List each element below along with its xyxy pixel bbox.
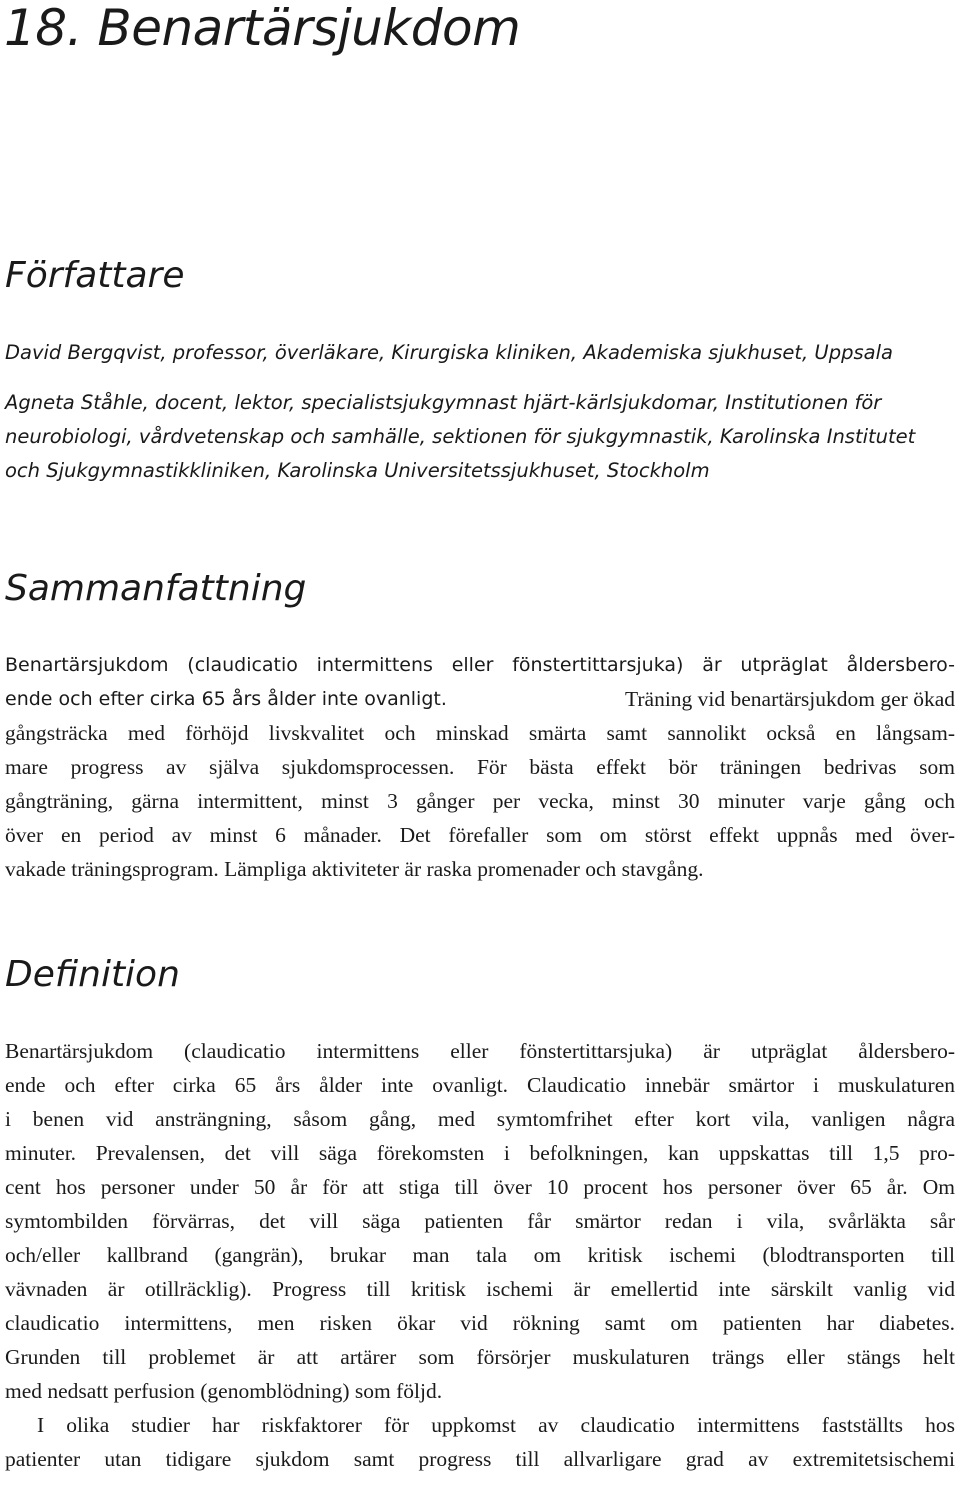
author-line: och Sjukgymnastikkliniken, Karolinska Universitetssjukhuset, Stockholm xyxy=(5,459,710,482)
definition-line: patienter utan tidigare sjukdom samt progress till allvarligare grad av extremitetsischemi xyxy=(5,1447,955,1471)
summary-mixed-line xyxy=(5,682,955,716)
definition-paragraph-1 xyxy=(5,1034,955,1408)
definition-line: cent hos personer under 50 år för att stiga till över 10 procent hos personer över 65 år. Om xyxy=(5,1175,955,1199)
summary-line: vakade träningsprogram. Lämpliga aktiviteter är raska promenader och stavgång. xyxy=(5,857,704,881)
author-line: neurobiologi, vårdvetenskap och samhälle, sektionen för sjukgymnastik, Karolinska Institutet xyxy=(5,425,916,448)
summary-line-sans-part: ende och efter cirka 65 års ålder inte ovanligt. xyxy=(5,688,447,710)
definition-line: symtombilden förvärras, det vill säga patienten får smärtor redan i vila, svårläkta sår xyxy=(5,1209,955,1233)
definition-line: I olika studier har riskfaktorer för uppkomst av claudicatio intermittens fastställts hos xyxy=(37,1413,955,1437)
chapter-title: 18. Benartärsjukdom xyxy=(4,0,521,57)
summary-heading: Sammanfattning xyxy=(5,568,307,609)
summary-line: över en period av minst 6 månader. Det förefaller som om störst effekt uppnås med över- xyxy=(5,823,955,847)
summary-line: mare progress av själva sjukdomsprocessen. För bästa effekt bör träningen bedrivas som xyxy=(5,755,955,779)
summary-line: gångsträcka med förhöjd livskvalitet och minskad smärta samt sannolikt också en långsam- xyxy=(5,721,955,745)
summary-sans-block xyxy=(5,648,955,682)
definition-line: vävnaden är otillräcklig). Progress till kritisk ischemi är emellertid inte särskilt vanlig vid xyxy=(5,1277,955,1301)
summary-line: Benartärsjukdom (claudicatio intermittens eller fönstertittarsjuka) är utpräglat åldersbero- xyxy=(5,654,955,676)
definition-line: och/eller kallbrand (gangrän), brukar man tala om kritisk ischemi (blodtransporten till xyxy=(5,1243,955,1267)
definition-line: i benen vid ansträngning, såsom gång, med symtomfrihet efter kort vila, vanligen några xyxy=(5,1107,955,1131)
author-line: David Bergqvist, professor, överläkare, Kirurgiska kliniken, Akademiska sjukhuset, Uppsala xyxy=(5,341,893,364)
definition-line: med nedsatt perfusion (genomblödning) som följd. xyxy=(5,1379,443,1403)
author-line: Agneta Ståhle, docent, lektor, specialistsjukgymnast hjärt-kärlsjukdomar, Institutionen för xyxy=(5,391,882,414)
summary-serif-block xyxy=(5,716,955,886)
definition-line: ende och efter cirka 65 års ålder inte ovanligt. Claudicatio innebär smärtor i muskulaturen xyxy=(5,1073,955,1097)
definition-line: Benartärsjukdom (claudicatio intermittens eller fönstertittarsjuka) är utpräglat åldersbero- xyxy=(5,1039,955,1063)
definition-line: claudicatio intermittens, men risken ökar vid rökning samt om patienten har diabetes. xyxy=(5,1311,955,1335)
summary-line-serif-part: Träning vid benartärsjukdom ger ökad xyxy=(624,687,955,711)
summary-line: gångträning, gärna intermittent, minst 3 gånger per vecka, minst 30 minuter varje gång och xyxy=(5,789,955,813)
definition-heading: Definition xyxy=(5,954,180,995)
authors-heading: Författare xyxy=(5,255,185,296)
authors-list xyxy=(5,336,915,488)
definition-line: minuter. Prevalensen, det vill säga förekomsten i befolkningen, kan uppskattas till 1,5 pro- xyxy=(5,1141,955,1165)
definition-line: Grunden till problemet är att artärer som försörjer muskulaturen trängs eller stängs helt xyxy=(5,1345,955,1369)
definition-paragraph-2 xyxy=(5,1408,955,1476)
